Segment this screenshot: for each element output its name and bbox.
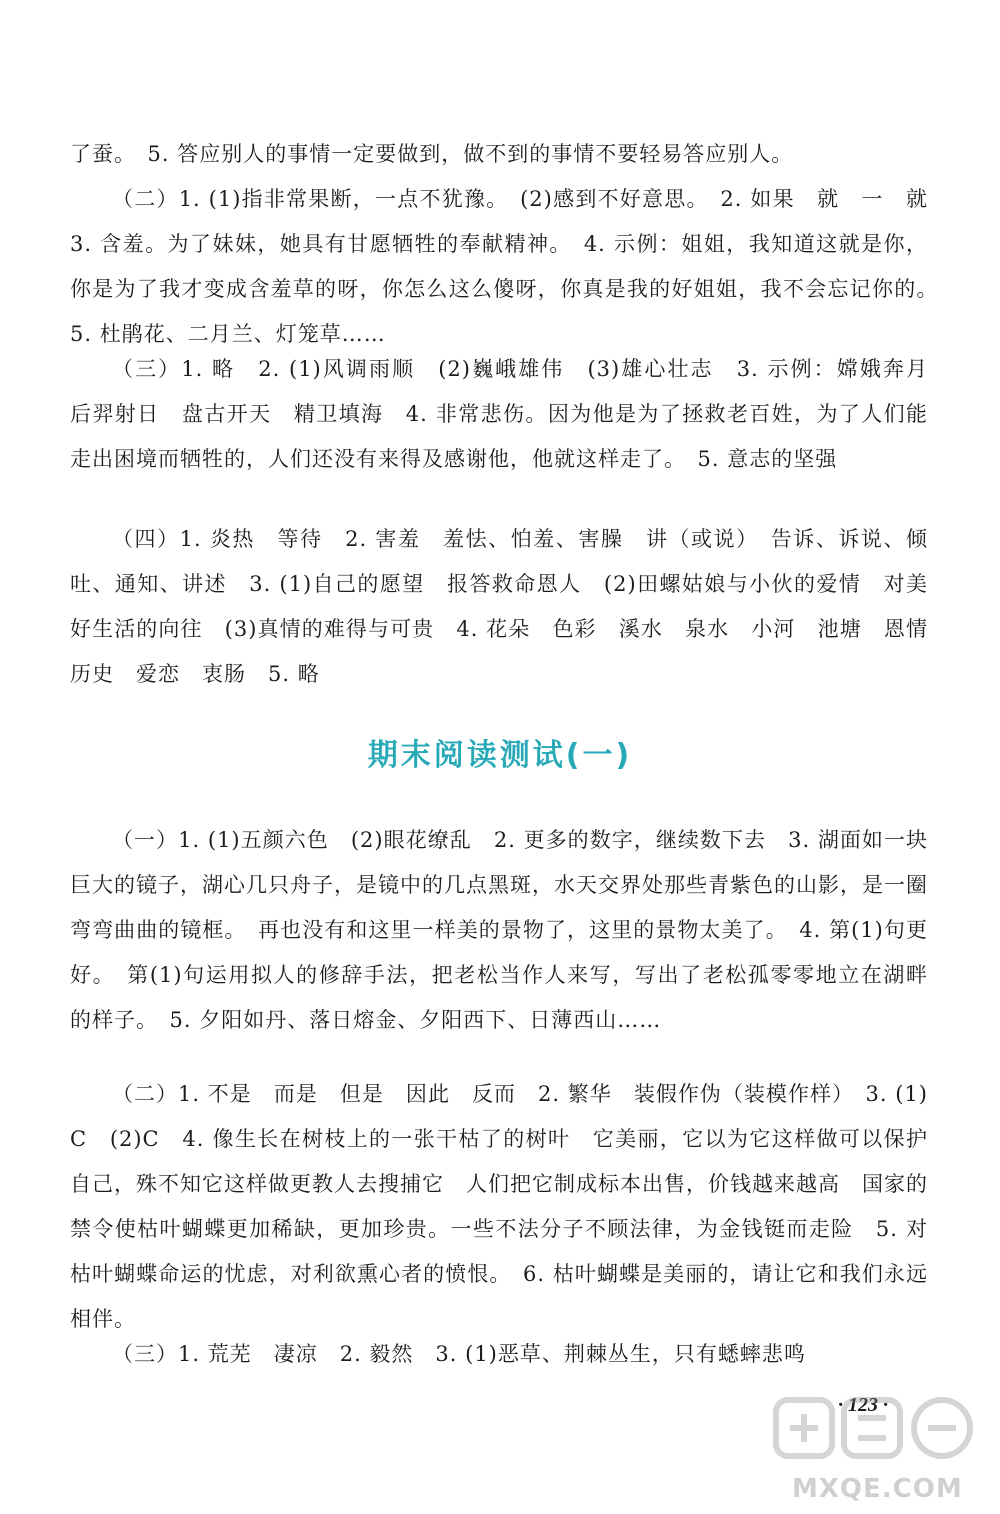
watermark-logo-icon <box>772 1394 982 1464</box>
answer-paragraph: 了蚕。 5. 答应别人的事情一定要做到，做不到的事情不要轻易答应别人。 <box>70 142 794 166</box>
answer-paragraph: （三）1. 荒芜 凄凉 2. 毅然 3. (1)恶草、荆棘丛生，只有蟋蟀悲鸣 <box>112 1342 806 1366</box>
section-title: 期末阅读测试(一) <box>367 738 633 773</box>
answer-paragraph: （三）1. 略 2. (1)风调雨顺 (2)巍峨雄伟 (3)雄心壮志 3. 示例：嫦娥奔月 后羿射日 盘古开天 精卫填海 4. 非常悲伤。因为他是为了拯救老百姓，为了人们能走出困境而牺牲的，人们还没有来得及感谢他，他就这样走了。 5. 意志的坚强 <box>70 357 950 471</box>
answer-paragraph: （二）1. 不是 而是 但是 因此 反而 2. 繁华 装假作伪（装模作样） 3. (1)C (2)C 4. 像生长在树枝上的一张干枯了的树叶 它美丽，它以为它这样做可以保护自己，殊不知它这样做更教人去搜捕它 人们把它制成标本出售，价钱越来越高 国家的禁令使枯叶蝴蝶更加稀缺，更加珍贵。一些不法分子不顾法律，为金钱铤而走险 5. 对枯叶蝴蝶命运的忧虑，对利欲熏心者的愤恨。 6. 枯叶蝴蝶是美丽的，请让它和我们永远相伴。 <box>70 1082 928 1331</box>
answer-paragraph: （二）1. (1)指非常果断，一点不犹豫。 (2)感到不好意思。 2. 如果 就 一 就 3. 含羞。为了妹妹，她具有甘愿牺牲的奉献精神。 4. 示例：姐姐，我知道这就是你，你是为了我才变成含羞草的呀，你怎么这么傻呀，你真是我的好姐姐，我不会忘记你的。 5. 杜鹃花、二月兰、灯笼草…… <box>70 187 950 346</box>
watermark-text: MXQE.COM <box>792 1474 963 1504</box>
watermark <box>752 1394 982 1504</box>
answer-paragraph: （四）1. 炎热 等待 2. 害羞 羞怯、怕羞、害臊 讲（或说） 告诉、诉说、倾吐、通知、讲述 3. (1)自己的愿望 报答救命恩人 (2)田螺姑娘与小伙的爱情 对美好生活的向往 (3)真情的难得与可贵 4. 花朵 色彩 溪水 泉水 小河 池塘 恩情 历史 爱恋 衷肠 5. 略 <box>70 527 950 686</box>
answer-paragraph: （一）1. (1)五颜六色 (2)眼花缭乱 2. 更多的数字，继续数下去 3. 湖面如一块巨大的镜子，湖心几只舟子，是镜中的几点黑斑，水天交界处那些青紫色的山影，是一圈弯弯曲曲的镜框。 再也没有和这里一样美的景物了，这里的景物太美了。 4. 第(1)句更好。 第(1)句运用拟人的修辞手法，把老松当作人来写，写出了老松孤零零地立在湖畔的样子。 5. 夕阳如丹、落日熔金、夕阳西下、日薄西山…… <box>70 828 928 1032</box>
page-number: · 123 · <box>838 1394 888 1416</box>
